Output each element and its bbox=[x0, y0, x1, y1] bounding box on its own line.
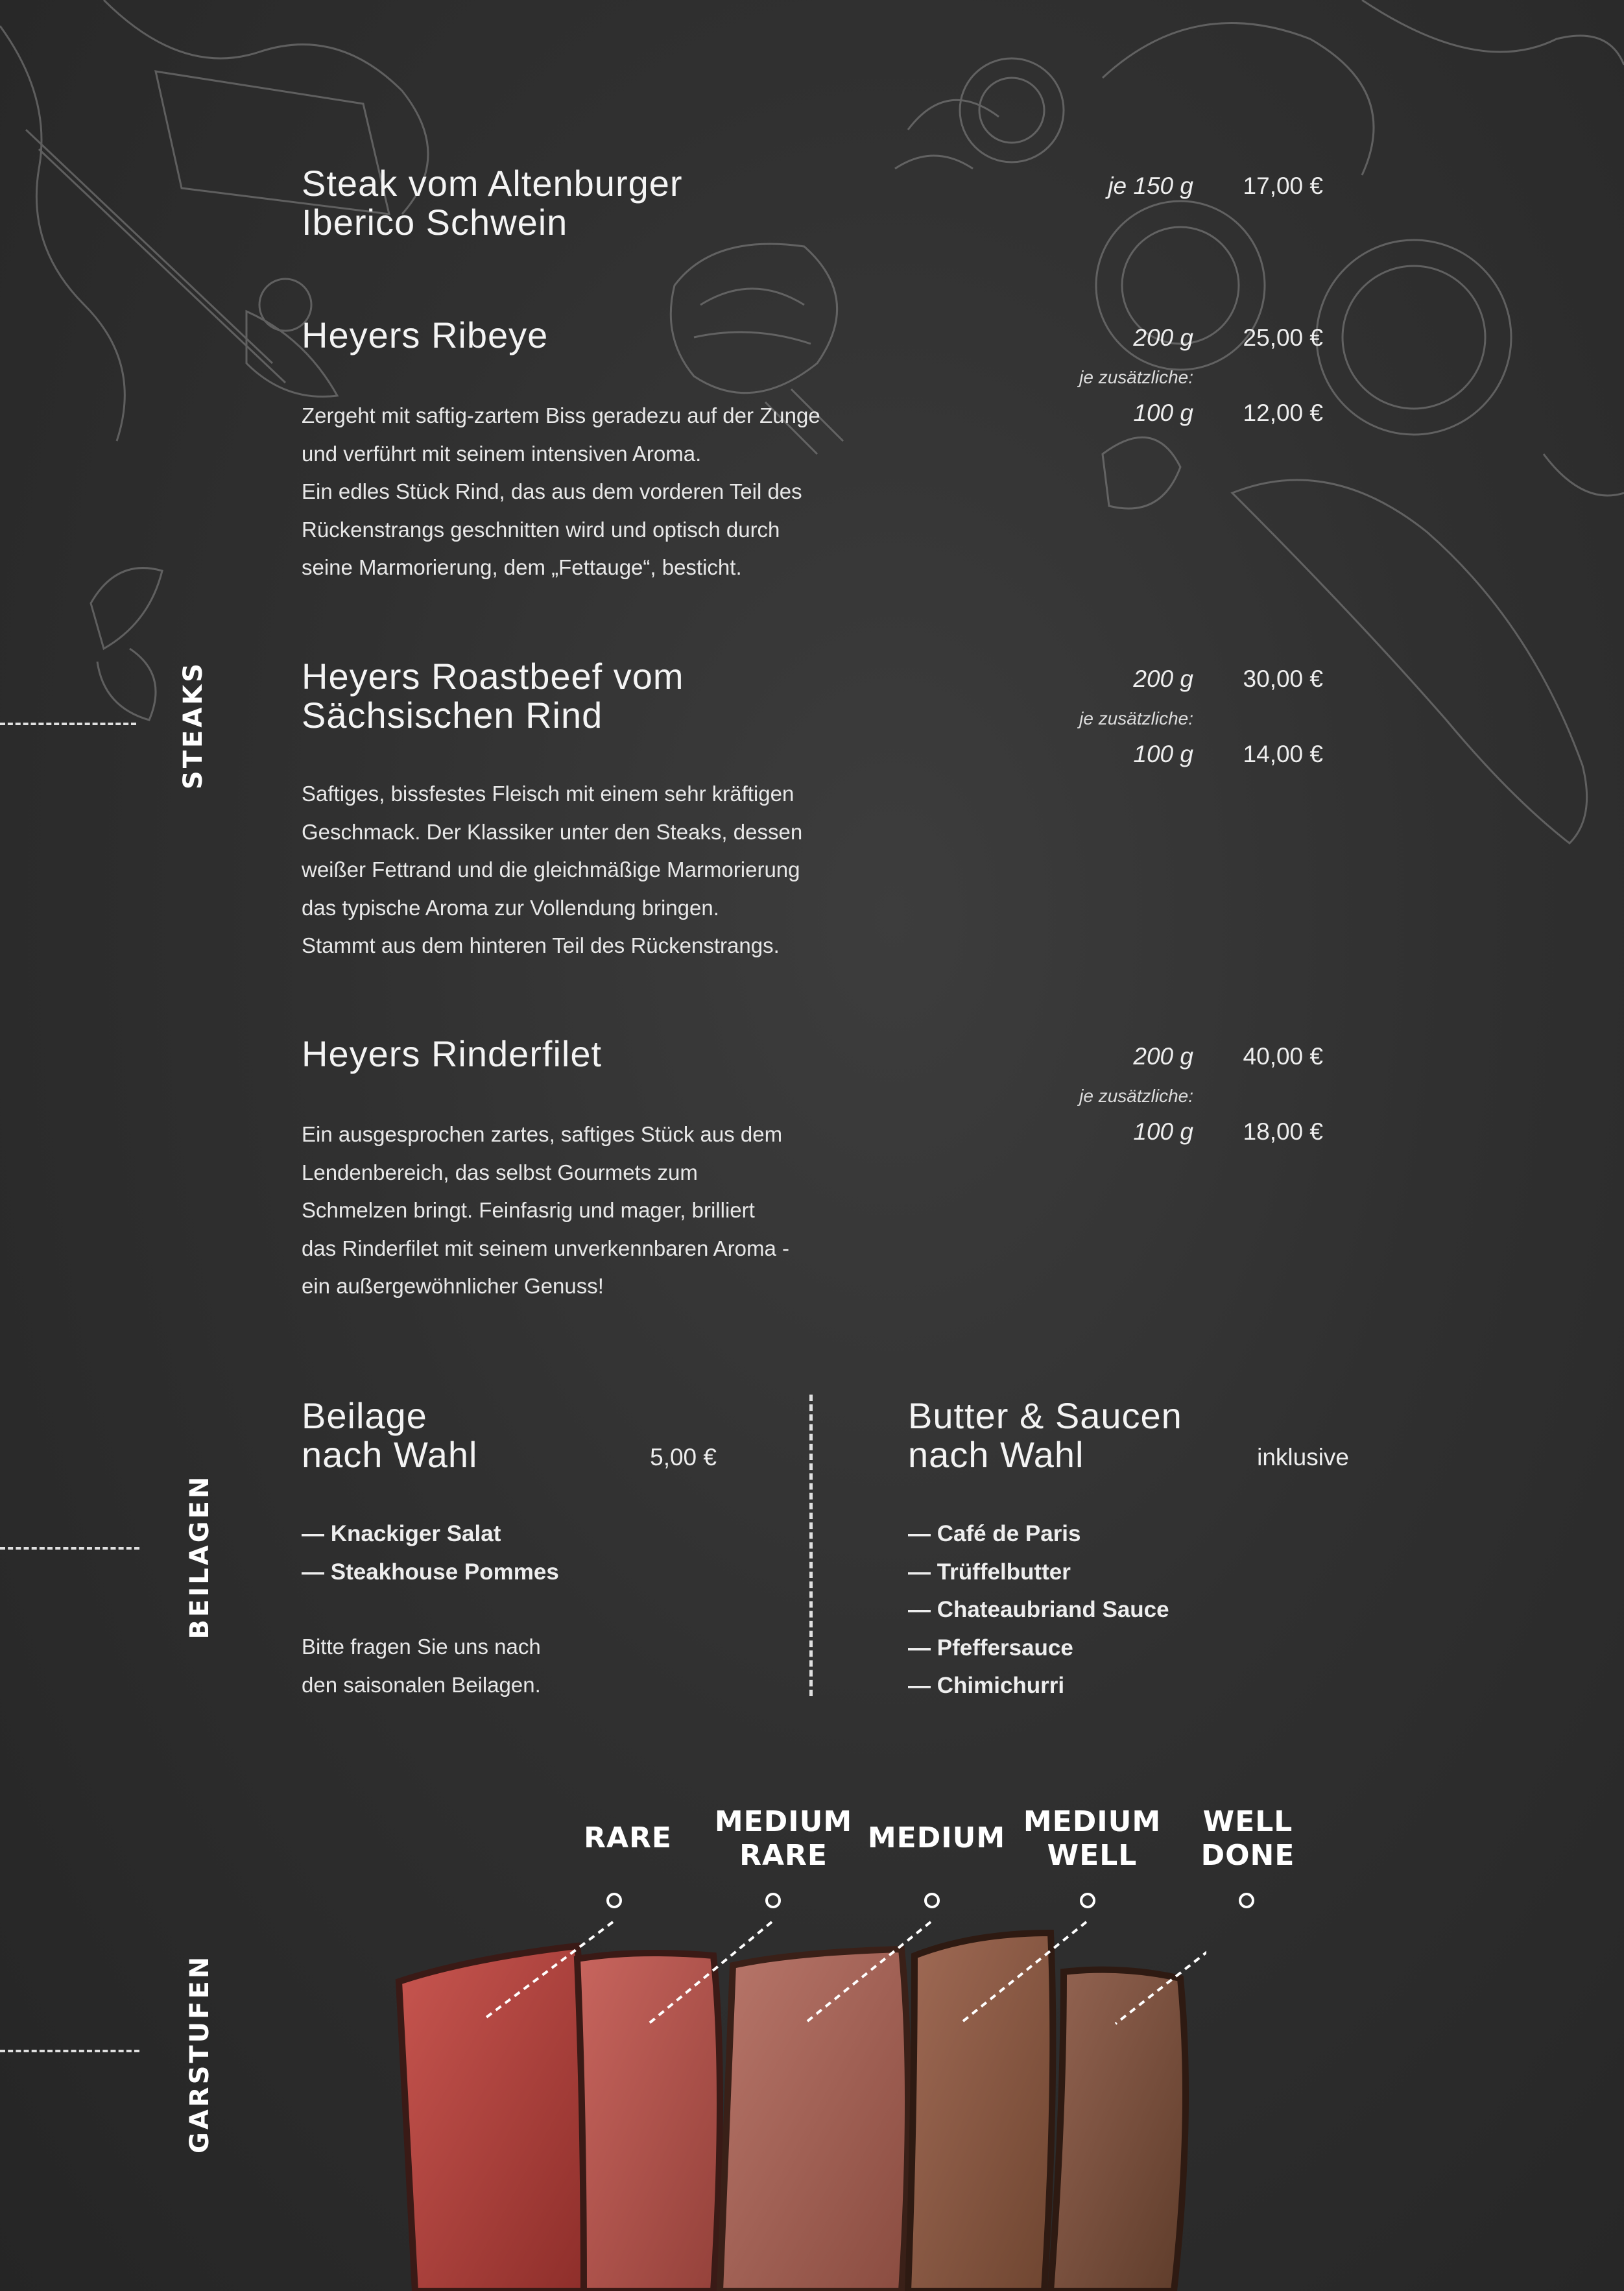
item-price: 17,00 € bbox=[1243, 173, 1323, 199]
list-item: — Chateaubriand Sauce bbox=[908, 1597, 1169, 1622]
item-weight: 200 g bbox=[1133, 666, 1193, 692]
menu-item-title: Steak vom Altenburger Iberico Schwein bbox=[302, 163, 683, 243]
extra-label: je zusätzliche: bbox=[1079, 1086, 1193, 1106]
extra-weight: 100 g bbox=[1133, 400, 1193, 426]
extra-price: 12,00 € bbox=[1243, 400, 1323, 426]
section-label-steaks: STEAKS bbox=[178, 660, 208, 790]
extra-label: je zusätzliche: bbox=[1079, 367, 1193, 387]
list-item: — Trüffelbutter bbox=[908, 1559, 1071, 1585]
item-weight: je 150 g bbox=[1108, 173, 1193, 199]
extra-price: 18,00 € bbox=[1243, 1118, 1323, 1145]
well-done-pin bbox=[1239, 1893, 1254, 1908]
medium-rare-pin bbox=[765, 1893, 781, 1908]
doneness-label-medium: MEDIUM bbox=[867, 1821, 1006, 1854]
steak-slices-photo bbox=[389, 1920, 1206, 2291]
medium-well-pin bbox=[1080, 1893, 1095, 1908]
item-price: 40,00 € bbox=[1243, 1043, 1323, 1070]
saucen-list bbox=[908, 1515, 1297, 1705]
section-label-beilagen: BEILAGEN bbox=[185, 1474, 215, 1640]
section-label-garstufen: GARSTUFEN bbox=[185, 1954, 215, 2153]
item-price: 25,00 € bbox=[1243, 324, 1323, 351]
item-description: Ein ausgesprochen zartes, saftiges Stück aus dem Lendenbereich, das selbst Gourmets zum Schmelzen bringt. Feinfasrig und mager, brilliert das Rinderfilet mit seinem unverkennbaren Aroma - ein außergewöhnlicher Genuss! bbox=[302, 1122, 790, 1298]
saucen-title: Butter & Saucen nach Wahl bbox=[908, 1395, 1182, 1475]
rare-pin bbox=[606, 1893, 622, 1908]
doneness-label-medium-well: MEDIUM WELL bbox=[1023, 1805, 1162, 1872]
item-weight: 200 g bbox=[1133, 1043, 1193, 1070]
item-weight: 200 g bbox=[1133, 324, 1193, 351]
column-divider bbox=[809, 1395, 813, 1696]
list-item: — Knackiger Salat bbox=[302, 1521, 501, 1546]
beilagen-divider bbox=[0, 1547, 139, 1550]
item-description: Saftiges, bissfestes Fleisch mit einem sehr kräftigen Geschmack. Der Klassiker unter den Steaks, dessen weißer Fettrand und die gleichmäßige Marmorierung das typische Aroma zur Vollendung bringen. Stammt aus dem hinteren Teil des Rückenstrangs. bbox=[302, 782, 803, 957]
list-item: — Chimichurri bbox=[908, 1673, 1065, 1698]
beilage-note: Bitte fragen Sie uns nach den saisonalen Beilagen. bbox=[302, 1635, 541, 1697]
item-description: Zergeht mit saftig-zartem Biss geradezu auf der Zunge und verführt mit seinem intensiven Aroma. Ein edles Stück Rind, das aus dem vorderen Teil des Rückenstrangs geschnitten wird und optisch durch seine Marmorierung, dem „Fettauge“, besticht. bbox=[302, 403, 820, 579]
list-item: — Café de Paris bbox=[908, 1521, 1081, 1546]
doneness-label-rare: RARE bbox=[584, 1821, 672, 1854]
extra-weight: 100 g bbox=[1133, 741, 1193, 767]
beilage-title: Beilage nach Wahl bbox=[302, 1395, 478, 1475]
beilage-price: 5,00 € bbox=[650, 1444, 717, 1470]
doneness-label-well-done: WELL DONE bbox=[1200, 1805, 1295, 1872]
list-item: — Pfeffersauce bbox=[908, 1635, 1073, 1661]
doneness-label-medium-rare: MEDIUM RARE bbox=[714, 1805, 853, 1872]
menu-item-title: Heyers Rinderfilet bbox=[302, 1033, 603, 1074]
saucen-price: inklusive bbox=[1257, 1444, 1349, 1470]
medium-pin bbox=[924, 1893, 940, 1908]
garstufen-divider bbox=[0, 2050, 139, 2052]
steaks-divider bbox=[0, 723, 136, 725]
menu-item-title: Heyers Ribeye bbox=[302, 315, 549, 355]
extra-label: je zusätzliche: bbox=[1079, 708, 1193, 728]
extra-price: 14,00 € bbox=[1243, 741, 1323, 767]
list-item: — Steakhouse Pommes bbox=[302, 1559, 559, 1585]
beilage-list bbox=[302, 1515, 691, 1591]
menu-item-title: Heyers Roastbeef vom Sächsischen Rind bbox=[302, 656, 684, 736]
extra-weight: 100 g bbox=[1133, 1118, 1193, 1145]
item-price: 30,00 € bbox=[1243, 666, 1323, 692]
